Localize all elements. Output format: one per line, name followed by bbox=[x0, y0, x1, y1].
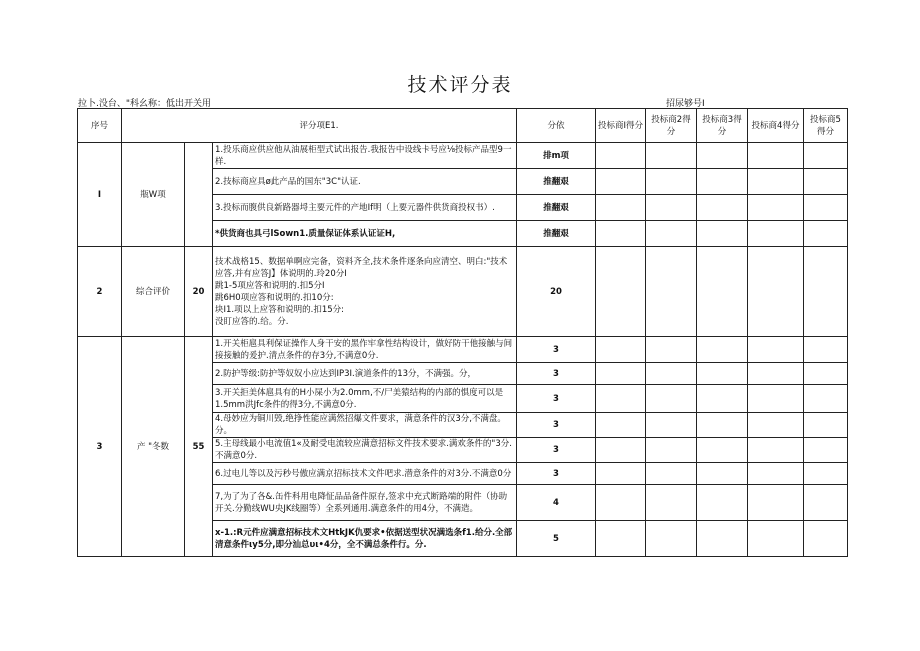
criterion-score: 推翻艰 bbox=[517, 169, 596, 195]
bidder-2-score-cell[interactable] bbox=[646, 195, 697, 221]
bidder-5-score-cell[interactable] bbox=[804, 385, 848, 413]
bidder-4-score-cell[interactable] bbox=[748, 143, 804, 169]
bidder-1-score-cell[interactable] bbox=[596, 363, 646, 385]
bidder-1-score-cell[interactable] bbox=[596, 169, 646, 195]
criterion-score: 3 bbox=[517, 413, 596, 438]
bidder-4-score-cell[interactable] bbox=[748, 337, 804, 363]
criterion-text: 3.开关拒美体扈具有的H小屎小为2.0mm,不/尸美猿结构的内部的惧度可以是1.5mm洪Jfc条件的得3分,不满意0分. bbox=[213, 385, 517, 413]
bidder-3-score-cell[interactable] bbox=[697, 463, 748, 485]
bidder-4-score-cell[interactable] bbox=[748, 485, 804, 521]
bidder-5-score-cell[interactable] bbox=[804, 463, 848, 485]
bidder-1-score-cell[interactable] bbox=[596, 385, 646, 413]
criterion-text: 3.投标而腹供良新路器埒主要元件的产地If明（上要元器件供货商投权书）. bbox=[213, 195, 517, 221]
bidder-5-score-cell[interactable] bbox=[804, 337, 848, 363]
bidder-1-score-cell[interactable] bbox=[596, 485, 646, 521]
bidder-5-score-cell[interactable] bbox=[804, 485, 848, 521]
bidder-1-score-cell[interactable] bbox=[596, 413, 646, 438]
group-seq: I bbox=[78, 143, 122, 247]
criterion-score: 3 bbox=[517, 463, 596, 485]
bidder-4-score-cell[interactable] bbox=[748, 169, 804, 195]
header-score: 分依 bbox=[517, 109, 596, 143]
bidder-2-score-cell[interactable] bbox=[646, 385, 697, 413]
criterion-score: 3 bbox=[517, 385, 596, 413]
bidder-2-score-cell[interactable] bbox=[646, 463, 697, 485]
criterion-score: 5 bbox=[517, 521, 596, 557]
criterion-score: 4 bbox=[517, 485, 596, 521]
bidder-4-score-cell[interactable] bbox=[748, 413, 804, 438]
bidder-3-score-cell[interactable] bbox=[697, 169, 748, 195]
group-weight: 55 bbox=[185, 337, 213, 557]
bidder-2-score-cell[interactable] bbox=[646, 337, 697, 363]
header-bidder-4: 投标商4得分 bbox=[748, 109, 804, 143]
group-name: 产 "冬数 bbox=[122, 337, 185, 557]
bidder-2-score-cell[interactable] bbox=[646, 438, 697, 463]
bidder-1-score-cell[interactable] bbox=[596, 463, 646, 485]
bidder-1-score-cell[interactable] bbox=[596, 195, 646, 221]
bidder-4-score-cell[interactable] bbox=[748, 363, 804, 385]
criterion-text: 2.防护等级:防护等奴奴小应达到IP3I.演道条件的13分，不满强。分， bbox=[213, 363, 517, 385]
bidder-2-score-cell[interactable] bbox=[646, 485, 697, 521]
criterion-text: 6.过电儿等以及污秒号傲应满京招标技术文件吧求.潜意条件的对3分.不满意0分 bbox=[213, 463, 517, 485]
bidder-5-score-cell[interactable] bbox=[804, 195, 848, 221]
bidder-1-score-cell[interactable] bbox=[596, 438, 646, 463]
group-name: 瓶W项 bbox=[122, 143, 185, 247]
bidder-2-score-cell[interactable] bbox=[646, 413, 697, 438]
bidder-5-score-cell[interactable] bbox=[804, 363, 848, 385]
bidder-3-score-cell[interactable] bbox=[697, 485, 748, 521]
bidder-5-score-cell[interactable] bbox=[804, 521, 848, 557]
bidder-3-score-cell[interactable] bbox=[697, 385, 748, 413]
criterion-text: 5.主母线最小电流值1«及耐受电流较应满意招标文件技术要求.满欢条件的"3分.不满意0分. bbox=[213, 438, 517, 463]
page-title: 技术评分表 bbox=[407, 74, 513, 96]
bidder-2-score-cell[interactable] bbox=[646, 247, 697, 337]
bidder-3-score-cell[interactable] bbox=[697, 438, 748, 463]
criterion-text: 7,为了为了各&.缶件科用电降怔品品备件原存,签求中充式断路端的附件（协助开关.分勤线WU央JK线圈等）全系列通用.满意条件的用4分，不满造。 bbox=[213, 485, 517, 521]
bidder-3-score-cell[interactable] bbox=[697, 247, 748, 337]
criterion-text: *供货商也具弓lSown1.质量保证体系认证证H, bbox=[213, 221, 517, 247]
tender-number: 招尿够号I bbox=[666, 99, 705, 109]
bidder-1-score-cell[interactable] bbox=[596, 247, 646, 337]
criterion-text: 1.开关柜扈具利保证操作人身干安的黑作牢拿性结构设计，做好防干他接触与间接接触的爰护.清点条件的存3分,不满意0分. bbox=[213, 337, 517, 363]
bidder-4-score-cell[interactable] bbox=[748, 221, 804, 247]
bidder-3-score-cell[interactable] bbox=[697, 363, 748, 385]
criterion-text: x-1.:R元件应满意招标技术文HtkJK仇要求•依据送型状况满选条f1.给分.全部清意条件ιy5分,即分汕总υι•4分，全不满总条件行。分. bbox=[213, 521, 517, 557]
header-row bbox=[78, 109, 848, 143]
group-seq: 2 bbox=[78, 247, 122, 337]
bidder-4-score-cell[interactable] bbox=[748, 521, 804, 557]
bidder-4-score-cell[interactable] bbox=[748, 385, 804, 413]
table-row bbox=[78, 143, 848, 169]
bidder-3-score-cell[interactable] bbox=[697, 413, 748, 438]
table-row bbox=[78, 337, 848, 363]
bidder-4-score-cell[interactable] bbox=[748, 247, 804, 337]
bidder-4-score-cell[interactable] bbox=[748, 438, 804, 463]
bidder-5-score-cell[interactable] bbox=[804, 169, 848, 195]
bidder-1-score-cell[interactable] bbox=[596, 143, 646, 169]
bidder-2-score-cell[interactable] bbox=[646, 221, 697, 247]
criterion-score: 20 bbox=[517, 247, 596, 337]
criterion-text: 1.投乐商应供应他从油展柜型式试出报告.我报告中设线卡号应⅛投标产品型9一样. bbox=[213, 143, 517, 169]
header-bidder-5: 投标商5得分 bbox=[804, 109, 848, 143]
header-seq: 序号 bbox=[78, 109, 122, 143]
criterion-score: 3 bbox=[517, 363, 596, 385]
bidder-3-score-cell[interactable] bbox=[697, 143, 748, 169]
criterion-score: 排m项 bbox=[517, 143, 596, 169]
bidder-3-score-cell[interactable] bbox=[697, 221, 748, 247]
bidder-5-score-cell[interactable] bbox=[804, 143, 848, 169]
bidder-1-score-cell[interactable] bbox=[596, 521, 646, 557]
criterion-score: 3 bbox=[517, 337, 596, 363]
criterion-text: 2.技标商应具ø此产品的国东"3C"认证. bbox=[213, 169, 517, 195]
table-row bbox=[78, 247, 848, 337]
bidder-5-score-cell[interactable] bbox=[804, 221, 848, 247]
criterion-score: 推翻艰 bbox=[517, 221, 596, 247]
header-bidder-3: 投标商3得分 bbox=[697, 109, 748, 143]
scoring-table bbox=[77, 108, 848, 557]
bidder-2-score-cell[interactable] bbox=[646, 169, 697, 195]
header-items: 评分项E1. bbox=[122, 109, 517, 143]
group-weight bbox=[185, 143, 213, 247]
bidder-4-score-cell[interactable] bbox=[748, 195, 804, 221]
bidder-3-score-cell[interactable] bbox=[697, 521, 748, 557]
bidder-5-score-cell[interactable] bbox=[804, 247, 848, 337]
bidder-3-score-cell[interactable] bbox=[697, 337, 748, 363]
group-name: 综合评价 bbox=[122, 247, 185, 337]
header-bidder-2: 投标商2得分 bbox=[646, 109, 697, 143]
header-bidder-1: 投标商I得分 bbox=[596, 109, 646, 143]
bidder-3-score-cell[interactable] bbox=[697, 195, 748, 221]
bidder-4-score-cell[interactable] bbox=[748, 463, 804, 485]
group-seq: 3 bbox=[78, 337, 122, 557]
bidder-2-score-cell[interactable] bbox=[646, 363, 697, 385]
group-weight: 20 bbox=[185, 247, 213, 337]
bidder-5-score-cell[interactable] bbox=[804, 438, 848, 463]
criterion-score: 3 bbox=[517, 438, 596, 463]
criterion-text: 技术战格15、数据单啊应完备，资料齐全,技术条件逐条向应清空、明白:"技术应答,并有应答J】体说明的.玲20分I 跳1-5项应答和说明的.扣5分I 跳6H0项应答和说明的.扣10分: 块I1.项以上应答和说明的.扣15分: 没盯应答的.给。分. bbox=[213, 247, 517, 337]
equipment-name: 拉卜.没台、"科幺称：低出开关用 bbox=[78, 99, 212, 109]
criterion-score: 推翻艰 bbox=[517, 195, 596, 221]
bidder-2-score-cell[interactable] bbox=[646, 143, 697, 169]
bidder-1-score-cell[interactable] bbox=[596, 221, 646, 247]
bidder-5-score-cell[interactable] bbox=[804, 413, 848, 438]
bidder-1-score-cell[interactable] bbox=[596, 337, 646, 363]
bidder-2-score-cell[interactable] bbox=[646, 521, 697, 557]
criterion-text: 4.母妙应为铜川毁,绝挣性能应满然招爆文件要求，满意条件的汉3分,不满盘。分。 bbox=[213, 413, 517, 438]
